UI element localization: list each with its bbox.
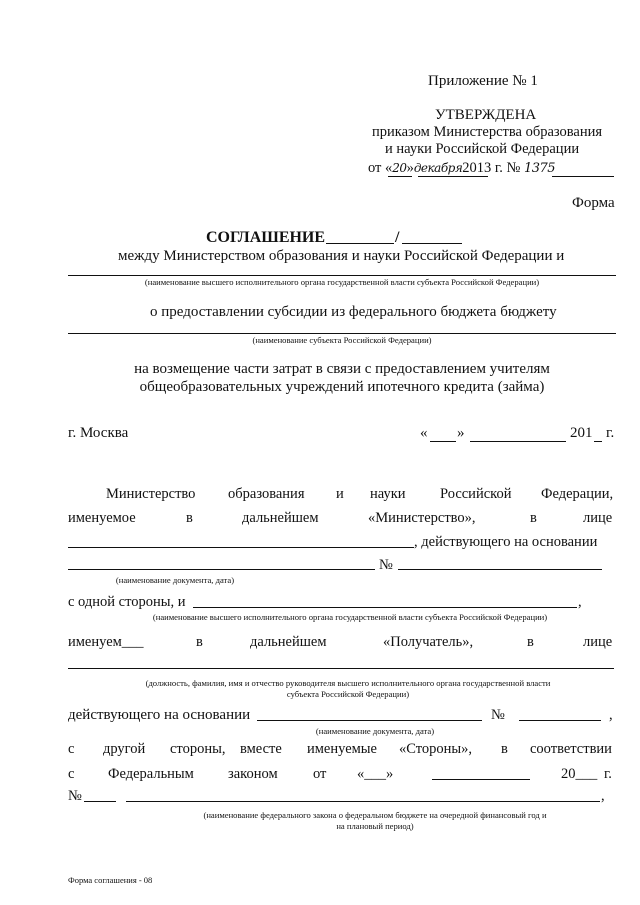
agreement-year-blank[interactable] (594, 441, 602, 442)
body-p5-w1: Федеральным (108, 766, 194, 782)
law-date-blank[interactable] (432, 779, 530, 780)
order-number-handwritten: 1375 (523, 161, 556, 176)
recipient-basis-blank[interactable] (257, 720, 482, 721)
agreement-between: между Министерством образования и науки Российской Федерации и (118, 248, 565, 264)
body-p3-w4: в (527, 634, 534, 650)
body-p2-w2: дальнейшем (242, 510, 319, 526)
date-day-handwritten: 20 (392, 161, 407, 175)
body-p1-w2: и (336, 486, 344, 502)
date-mid: » (406, 160, 414, 176)
body-p3-w1: в (196, 634, 203, 650)
agreement-year: 201 (570, 425, 593, 441)
law-number-blank[interactable] (84, 801, 116, 802)
body-p1-w1: образования (228, 486, 305, 502)
approved-label: УТВЕРЖДЕНА (435, 107, 537, 123)
head-caption-line-2: субъекта Российской Федерации) (286, 689, 410, 699)
body-p4-w0: с (68, 741, 75, 757)
recipient-number-blank[interactable] (519, 720, 601, 721)
exec-body-caption-2: (наименование высшего исполнительного органа государственной власти субъекта Российской Федерации) (152, 612, 548, 622)
body-p1-w0: Министерство (106, 486, 196, 502)
basis-number-sign: № (379, 557, 393, 573)
agreement-year-suffix: г. (606, 425, 615, 441)
body-p4-w2: стороны, (170, 741, 226, 757)
one-side-comma: , (578, 594, 582, 610)
body-p4-w6: в (501, 741, 508, 757)
doc-date-caption-2: (наименование документа, дата) (315, 726, 435, 736)
order-number-underline (552, 176, 614, 177)
agreement-month-blank[interactable] (470, 441, 566, 442)
city-label: г. Москва (68, 425, 129, 441)
one-side-text: с одной стороны, и (68, 594, 186, 610)
body-p1-w3: науки (370, 486, 406, 502)
law-caption-line-2: на плановый период) (336, 821, 414, 831)
subject-caption: (наименование субъекта Российской Федерации) (252, 335, 432, 345)
body-p3-w0: именуем___ (68, 634, 144, 650)
date-day-underline (388, 176, 412, 177)
body-p1-w4: Российской (440, 486, 512, 502)
date-quote-close: » (457, 425, 465, 441)
acting-basis-text: , действующего на основании (414, 534, 598, 550)
head-caption-line-1: (должность, фамилия, имя и отчество руководителя высшего исполнительного органа государственной власти (145, 678, 551, 688)
date-quote-open: « (420, 425, 428, 441)
body-p5-w4: «___» (357, 766, 394, 782)
agreement-day-blank[interactable] (430, 441, 456, 442)
body-p3-w5: лице (583, 634, 613, 650)
body-p3-w3: «Получатель», (383, 634, 474, 650)
body-p2-w0: именуемое (68, 510, 136, 526)
exec-body-line (68, 275, 616, 276)
body-p5-w2: законом (228, 766, 278, 782)
purpose-line-2: общеобразовательных учреждений ипотечного кредита (займа) (139, 379, 545, 395)
agreement-slash: / (395, 229, 400, 246)
body-p4-w4: именуемые (307, 741, 377, 757)
date-month-underline (418, 176, 488, 177)
recipient-number-sign: № (491, 707, 505, 723)
body-p2-w1: в (186, 510, 193, 526)
order-date-line (368, 161, 555, 176)
body-p5-w6: г. (604, 766, 612, 782)
purpose-line-1: на возмещение части затрат в связи с предоставлением учителям (134, 361, 550, 377)
basis-document-blank[interactable] (68, 569, 375, 570)
body-p4-w7: соответствии (530, 741, 612, 757)
law-caption-line-1: (наименование федерального закона о федеральном бюджете на очередной финансовый год и (203, 810, 547, 820)
agreement-title: СОГЛАШЕНИЕ (206, 229, 326, 246)
date-year: 2013 г. № (462, 160, 521, 176)
exec-body-caption: (наименование высшего исполнительного органа государственной власти субъекта Российской Федерации) (144, 277, 540, 287)
recipient-basis-comma: , (609, 707, 613, 723)
date-prefix: от « (368, 160, 393, 176)
body-p5-w5: 20___ (561, 766, 598, 782)
doc-date-caption: (наименование документа, дата) (115, 575, 235, 585)
body-p5-w3: от (313, 766, 327, 782)
order-line-1: приказом Министерства образования (372, 124, 603, 140)
basis-number-blank[interactable] (398, 569, 602, 570)
form-code: Форма соглашения - 08 (68, 875, 153, 885)
recipient-body-blank[interactable] (193, 607, 577, 608)
representative-blank[interactable] (68, 547, 414, 548)
form-label: Форма (572, 195, 615, 211)
body-p2-w4: в (530, 510, 537, 526)
order-line-2: и науки Российской Федерации (385, 141, 580, 157)
agreement-number-blank-2 (402, 243, 462, 244)
body-p4-w5: «Стороны», (399, 741, 473, 757)
acting-on-basis-text: действующего на основании (68, 707, 251, 723)
subsidy-text: о предоставлении субсидии из федерального бюджета бюджету (150, 304, 557, 320)
appendix-label: Приложение № 1 (428, 73, 538, 89)
body-p3-w2: дальнейшем (250, 634, 327, 650)
agreement-number-blank-1 (326, 243, 394, 244)
subject-line (68, 333, 616, 334)
date-month-handwritten: декабря (413, 161, 463, 175)
body-p4-w3: вместе (240, 741, 282, 757)
body-p2-w3: «Министерство», (368, 510, 476, 526)
body-p4-w1: другой (103, 741, 146, 757)
law-name-blank[interactable] (126, 801, 600, 802)
head-of-body-blank[interactable] (68, 668, 614, 669)
body-p1-w5: Федерации, (541, 486, 614, 502)
law-name-comma: , (601, 788, 605, 804)
law-number-prefix: № (68, 788, 82, 804)
body-p2-w5: лице (583, 510, 613, 526)
body-p5-w0: с (68, 766, 75, 782)
